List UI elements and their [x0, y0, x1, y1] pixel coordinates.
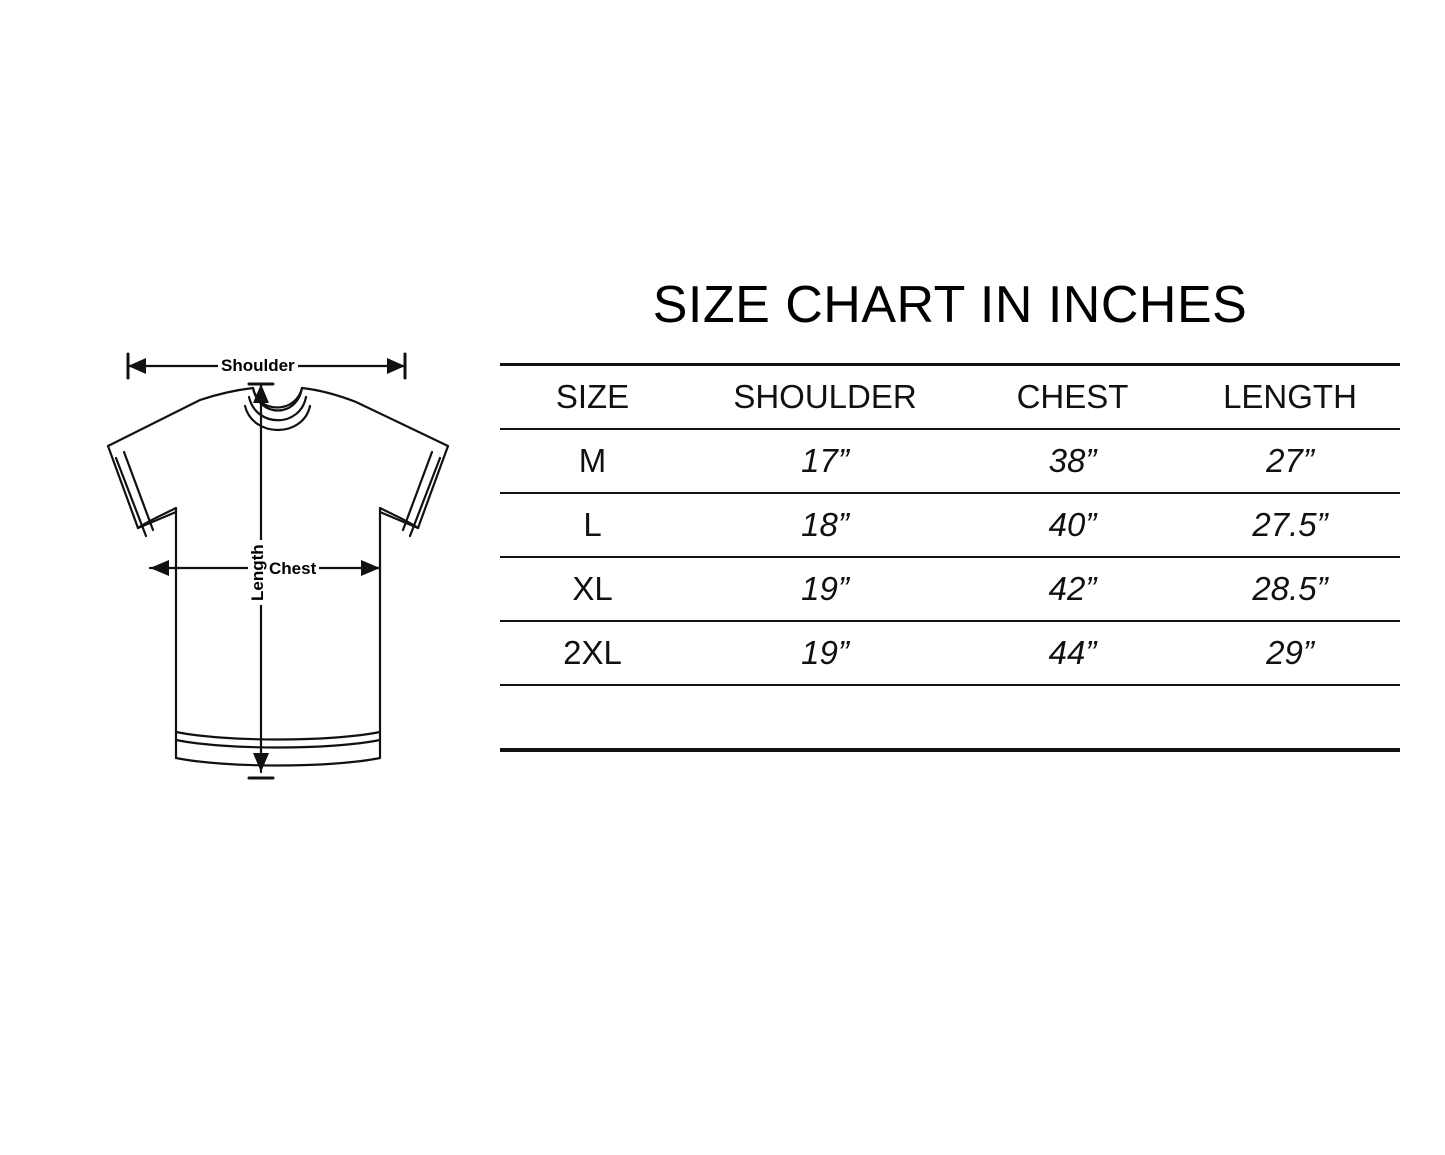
cell-size: 2XL [563, 634, 622, 671]
length-dimension-label: Length [248, 540, 268, 605]
cell-chest: 40” [1048, 506, 1097, 543]
size-chart [500, 275, 1400, 752]
cell-shoulder: 17” [801, 442, 849, 479]
shoulder-dimension-label: Shoulder [218, 356, 298, 376]
cell-chest: 42” [1048, 570, 1097, 607]
column-header-shoulder: SHOULDER [733, 378, 917, 415]
cell-chest: 44” [1048, 634, 1097, 671]
table-header [500, 366, 1400, 429]
cell-shoulder: 19” [801, 634, 849, 671]
tshirt-diagram [50, 340, 480, 820]
cell-chest: 38” [1048, 442, 1097, 479]
column-header-chest: CHEST [1016, 378, 1129, 415]
cell-size: L [583, 506, 602, 543]
table-spacer-row [500, 685, 1400, 749]
cell-size: M [578, 442, 607, 479]
cell-length: 27.5” [1252, 506, 1328, 543]
chest-dimension-label: Chest [266, 559, 319, 579]
table-bottom-rule [500, 750, 1400, 752]
cell-shoulder: 19” [801, 570, 849, 607]
table-header-row [500, 366, 1400, 429]
cell-length: 27” [1266, 442, 1314, 479]
column-header-size: SIZE [555, 378, 630, 415]
cell-length: 28.5” [1252, 570, 1328, 607]
chart-title: SIZE CHART IN INCHES [652, 276, 1248, 334]
table-row [500, 429, 1400, 493]
cell-length: 29” [1266, 634, 1314, 671]
table-row [500, 621, 1400, 685]
cell-shoulder: 18” [801, 506, 849, 543]
table-row [500, 557, 1400, 621]
table-body [500, 429, 1400, 749]
column-header-length: LENGTH [1223, 378, 1357, 415]
size-chart-table [500, 366, 1400, 750]
cell-size: XL [572, 570, 613, 607]
table-row [500, 493, 1400, 557]
